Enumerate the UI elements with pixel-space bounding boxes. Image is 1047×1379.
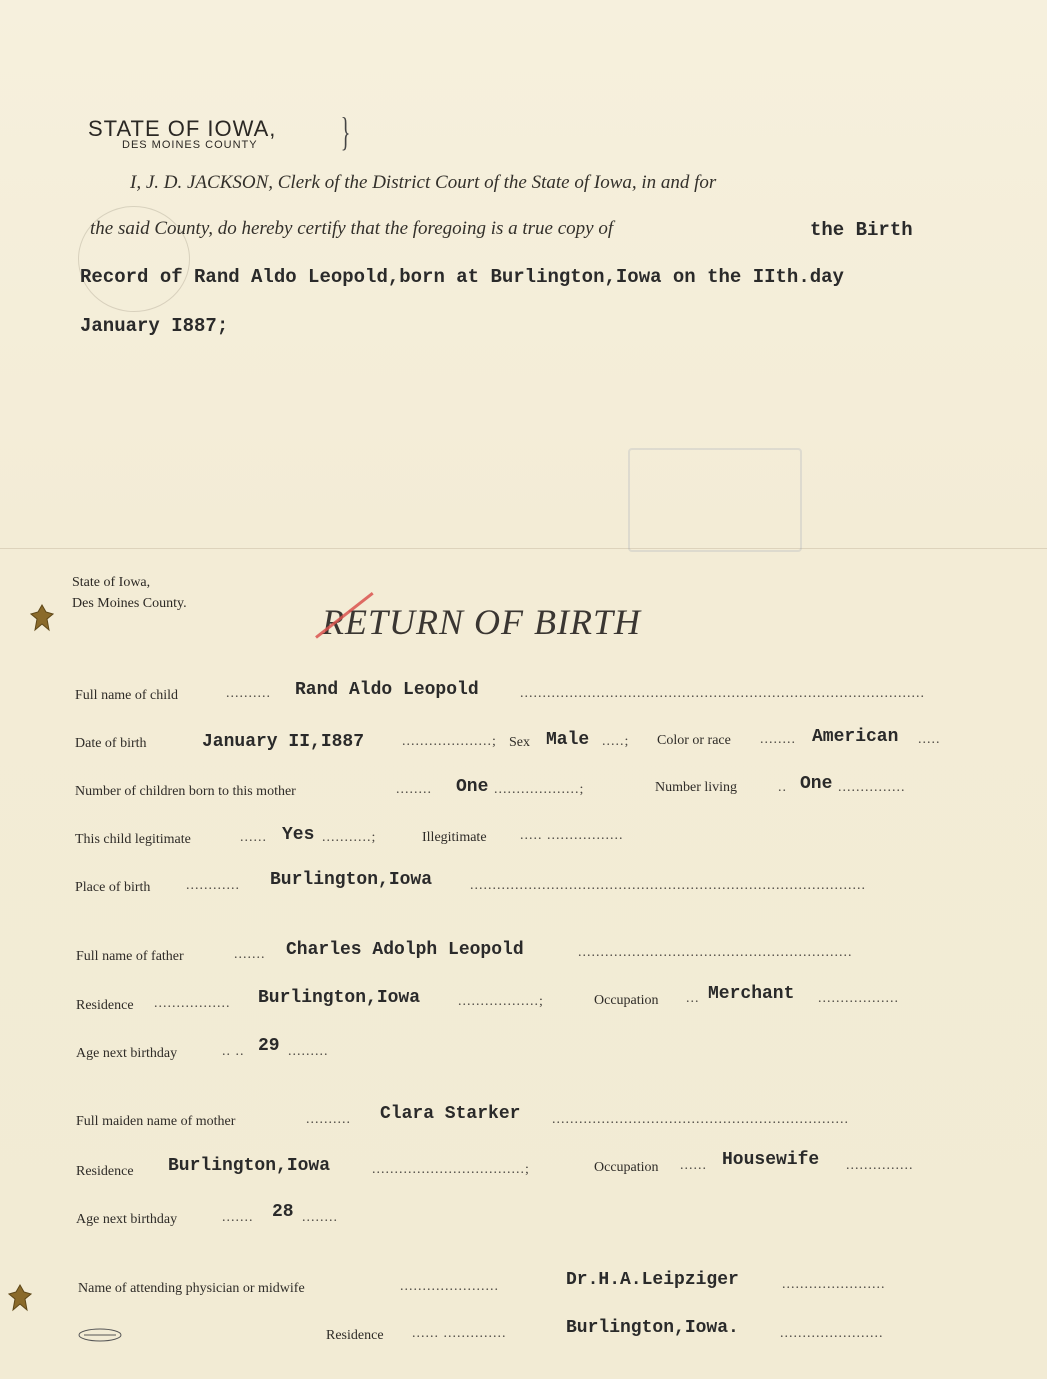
sex-value: Male: [546, 730, 590, 750]
certificate-line-4-typed: January I887;: [80, 315, 229, 337]
mother-occupation-label: Occupation: [594, 1160, 659, 1175]
physician-residence-label: Residence: [326, 1328, 384, 1343]
certificate-line-2-typed: the Birth: [810, 219, 913, 241]
dots: ........: [760, 732, 796, 747]
dots: ...........;: [322, 830, 377, 845]
mother-residence-value: Burlington,Iowa: [168, 1156, 331, 1176]
dots: ..........: [226, 686, 271, 701]
union-label-icon: [78, 1328, 122, 1342]
illegitimate-label: Illegitimate: [422, 830, 487, 845]
dob-label: Date of birth: [75, 736, 147, 751]
birthplace-label: Place of birth: [75, 880, 151, 895]
dots: ......................: [400, 1279, 499, 1294]
child-name-label: Full name of child: [75, 688, 179, 703]
dots: ...............: [846, 1158, 914, 1173]
dob-value: January II,I887: [202, 732, 365, 752]
dots: .......: [222, 1210, 254, 1225]
dots: .....;: [602, 734, 630, 749]
dots: .....: [918, 732, 941, 747]
dots: .........: [288, 1044, 329, 1059]
dots: .............................................................: [578, 945, 853, 960]
physician-name-value: Dr.H.A.Leipziger: [566, 1270, 739, 1290]
dots: ...............: [838, 780, 906, 795]
father-occupation-label: Occupation: [594, 993, 659, 1008]
dots: ........: [396, 782, 432, 797]
living-label: Number living: [655, 780, 738, 795]
dots: ...... ..............: [412, 1326, 507, 1341]
dots: ..................: [818, 991, 899, 1006]
father-residence-label: Residence: [76, 998, 134, 1013]
race-label: Color or race: [657, 733, 731, 748]
legitimate-label: This child legitimate: [75, 832, 191, 847]
dots: ......: [240, 830, 267, 845]
dots: ..........................................................................................: [520, 686, 925, 701]
children-value: One: [456, 777, 489, 797]
page-fold: [0, 548, 1047, 549]
dots: ..........: [306, 1112, 351, 1127]
certificate-line-3-typed: Record of Rand Aldo Leopold,born at Burlington,Iowa on the IIth.day: [80, 266, 844, 288]
dots: .......................: [782, 1277, 886, 1292]
physician-residence-value: Burlington,Iowa.: [566, 1318, 739, 1338]
dots: ..: [778, 780, 787, 795]
race-value: American: [812, 727, 899, 747]
father-name-value: Charles Adolph Leopold: [286, 940, 524, 960]
form-state: State of Iowa,: [72, 575, 151, 590]
brace-glyph: }: [340, 109, 351, 154]
dots: .......................: [780, 1326, 884, 1341]
mother-occupation-value: Housewife: [722, 1150, 820, 1170]
dots: ..... .................: [520, 828, 624, 843]
father-residence-value: Burlington,Iowa: [258, 988, 421, 1008]
certificate-county-heading: DES MOINES COUNTY: [122, 139, 258, 151]
dots: .................: [154, 996, 231, 1011]
mother-name-label: Full maiden name of mother: [76, 1114, 236, 1129]
dots: ......: [680, 1158, 707, 1173]
dots: ........: [302, 1210, 338, 1225]
dots: ..................................;: [372, 1162, 530, 1177]
child-name-value: Rand Aldo Leopold: [295, 680, 479, 700]
certificate-line-1: I, J. D. JACKSON, Clerk of the District Court of the State of Iowa, in and for: [130, 172, 717, 193]
dots: ...................;: [494, 782, 585, 797]
form-title: RETURN OF BIRTH: [322, 602, 641, 642]
brass-fastener-icon: [30, 604, 54, 632]
children-label: Number of children born to this mother: [75, 784, 296, 799]
living-value: One: [800, 774, 833, 794]
dots: ..................................................................: [552, 1112, 849, 1127]
dots: ........................................................................................: [470, 878, 866, 893]
dots: .. ..: [222, 1044, 245, 1059]
mother-name-value: Clara Starker: [380, 1104, 521, 1124]
birthplace-value: Burlington,Iowa: [270, 870, 433, 890]
dots: ....................;: [402, 734, 497, 749]
father-age-label: Age next birthday: [76, 1046, 178, 1061]
father-occupation-value: Merchant: [708, 984, 795, 1004]
dots: ...: [686, 991, 700, 1006]
faded-stamp: [628, 448, 802, 552]
dots: ............: [186, 878, 240, 893]
mother-age-value: 28: [272, 1202, 294, 1222]
dots: ..................;: [458, 994, 544, 1009]
brass-fastener-icon: [8, 1284, 32, 1312]
certificate-line-2-printed: the said County, do hereby certify that the foregoing is a true copy of: [90, 218, 614, 239]
mother-residence-label: Residence: [76, 1164, 134, 1179]
mother-age-label: Age next birthday: [76, 1212, 178, 1227]
dots: .......: [234, 947, 266, 962]
father-age-value: 29: [258, 1036, 280, 1056]
sex-label: Sex: [509, 735, 530, 750]
certificate-state-heading: STATE OF IOWA,: [88, 116, 277, 141]
father-name-label: Full name of father: [76, 949, 184, 964]
form-county: Des Moines County.: [72, 596, 187, 611]
legitimate-value: Yes: [282, 825, 315, 845]
physician-name-label: Name of attending physician or midwife: [78, 1281, 305, 1296]
